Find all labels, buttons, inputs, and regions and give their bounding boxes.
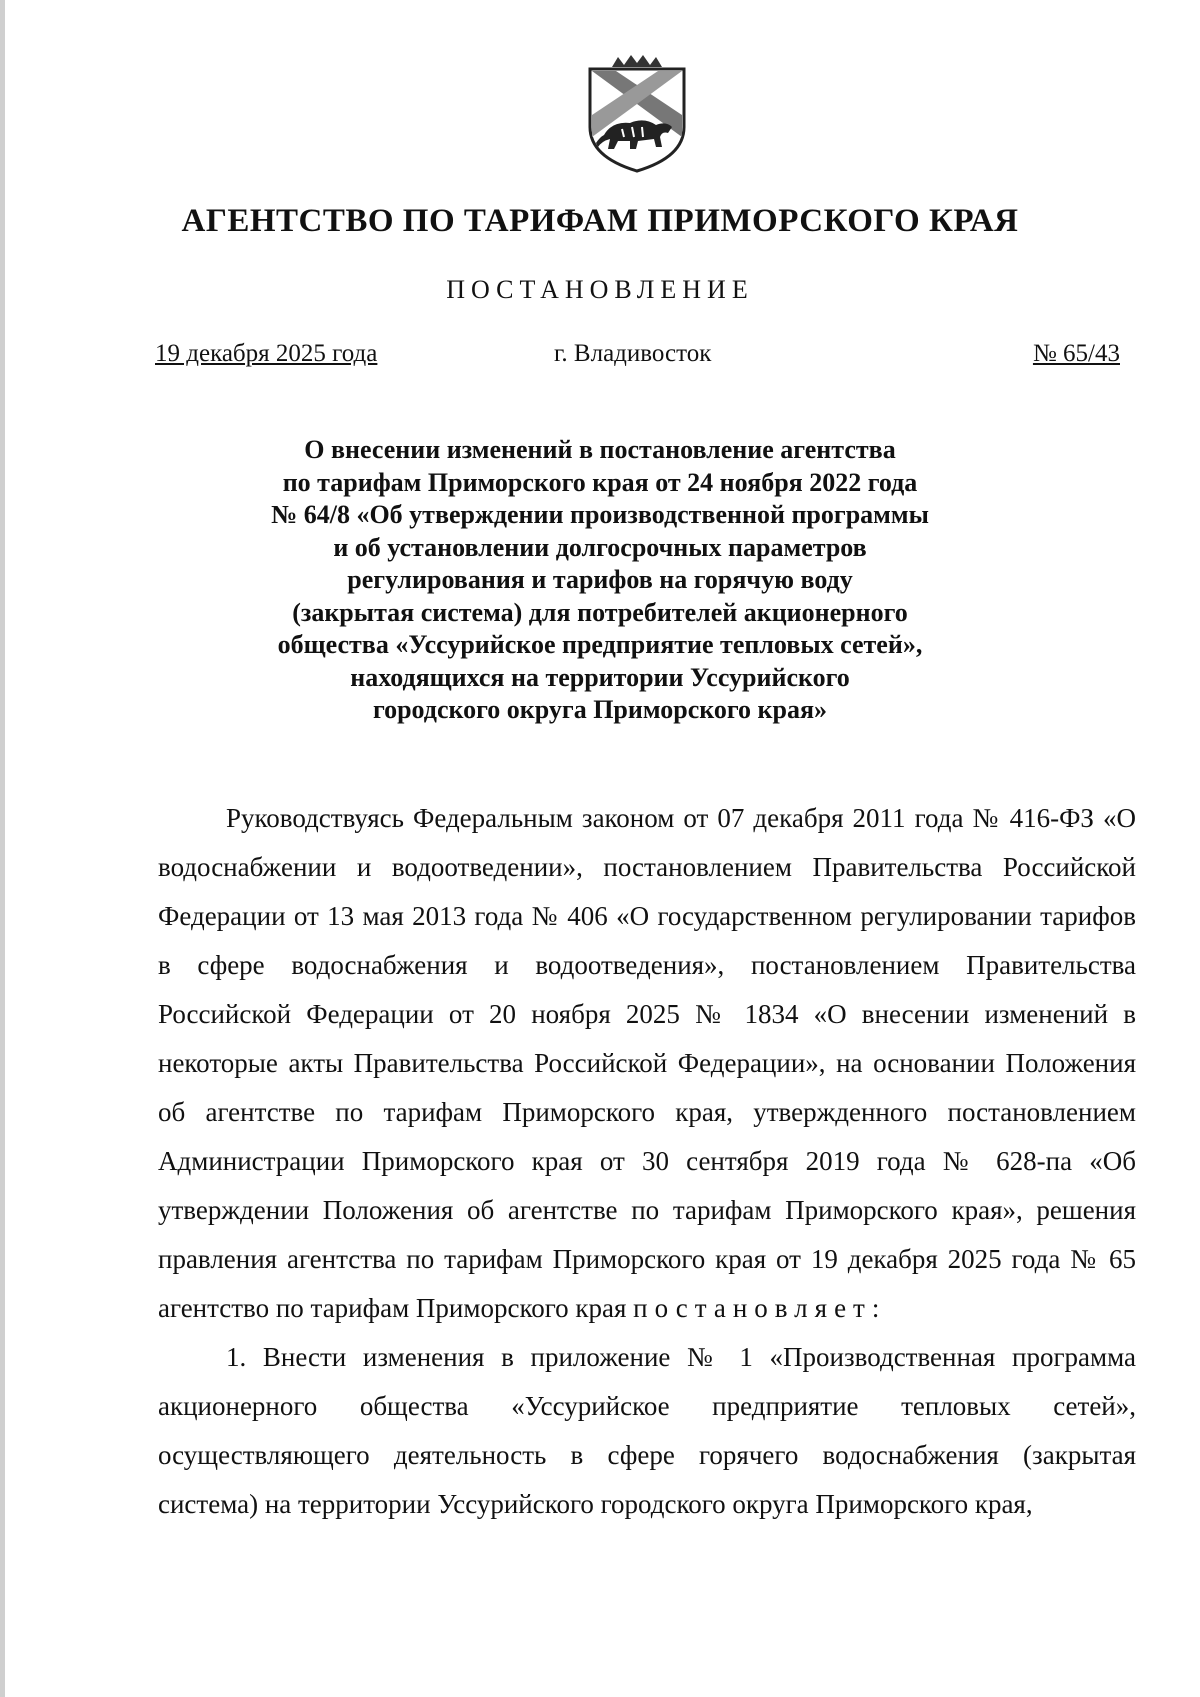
title-line: и об установлении долгосрочных параметров [333,532,867,562]
title-line: № 64/8 «Об утверждении производственной программы [271,500,929,529]
agency-name: АГЕНТСТВО ПО ТАРИФАМ ПРИМОРСКОГО КРАЯ [181,203,1019,239]
item-1-paragraph: 1. Внести изменения в приложение № 1 «Производственная программа акционерного общества «Уссурийское предприятие тепловых сетей», осуществляющего деятельность в сфере горячего водоснабжения (закрытая система) на территории Уссурийского городского округа Приморского края, [158,1342,1136,1519]
document-city: г. Владивосток [554,340,712,367]
coat-of-arms-icon [582,55,692,175]
title-line: по тарифам Приморского края от 24 ноября 2022 года [282,467,918,497]
document-body [158,794,1136,1529]
document-number: № 65/43 [1032,340,1120,367]
title-line: городского округа Приморского края» [372,695,828,724]
document-title [175,434,1025,727]
preamble-text: Руководствуясь Федеральным законом от 07 декабря 2011 года № 416-ФЗ «О водоснабжении и водоотведении», постановлением Правительства Российской Федерации от 13 мая 2013 года № 406 «О государственном регулировании тарифов в сфере водоснабжения и водоотведения», постановлением Правительства Российской Федерации от 20 ноября 2025 № 1834 «О внесении изменений в некоторые акты Правительства Российской Федерации», на основании Положения об агентстве по тарифам Приморского края, утвержденного постановлением Администрации Приморского края от 30 сентября 2019 года № 628-па «Об утверждении Положения об агентстве по тарифам Приморского края», решения правления агентства по тарифам Приморского края от 19 декабря 2025 года № 65 агентство по тарифам Приморского края [158,803,1136,1323]
preamble-paragraph [158,794,1136,1333]
title-line: регулирования и тарифов на горячую воду [347,565,853,594]
title-line: О внесении изменений в постановление агентства [304,435,896,464]
document-type: ПОСТАНОВЛЕНИЕ [446,275,754,304]
title-line: (закрытая система) для потребителей акционерного [292,597,908,627]
title-line: общества «Уссурийское предприятие тепловых сетей», [277,630,923,659]
title-line: находящихся на территории Уссурийского [350,662,850,692]
document-date: 19 декабря 2025 года [155,340,378,367]
scan-edge [0,0,5,1697]
resolves-word: постановляет: [633,1293,887,1323]
